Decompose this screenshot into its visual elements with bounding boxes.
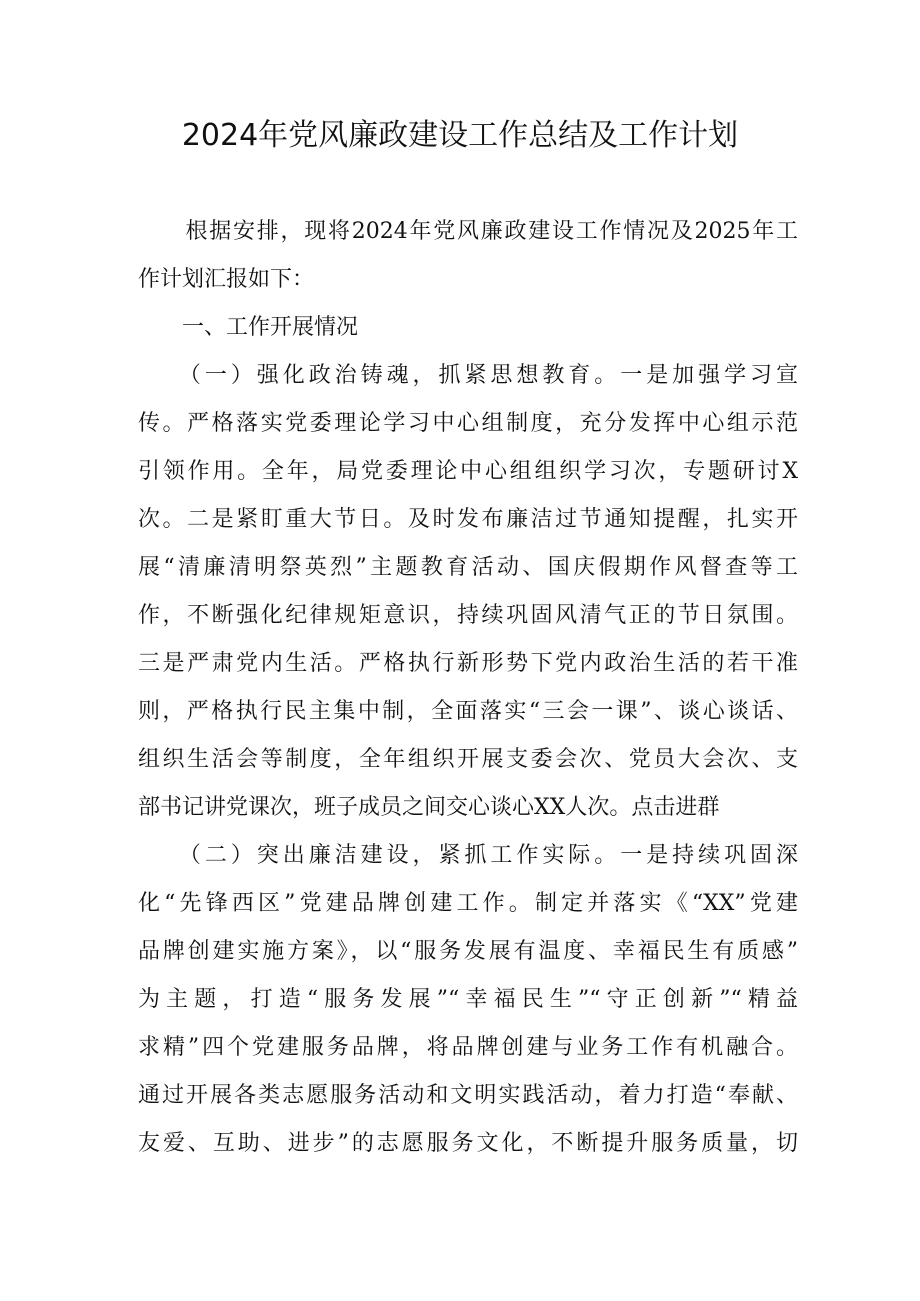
text-line: 作计划汇报如下： [138, 267, 315, 292]
text-line: 次。二是紧盯重大节日。及时发布廉洁过节通知提醒，扎实开 [138, 507, 798, 532]
text-line: 部书记讲党课次，班子成员之间交心谈心XX人次。点击进群 [138, 795, 720, 820]
text-line: 为主题，打造“服务发展”“幸福民生”“守正创新”“精益 [138, 987, 798, 1012]
paragraph-section-2 [138, 832, 798, 1168]
text-line: 通过开展各类志愿服务活动和文明实践活动，着力打造“奉献、 [138, 1083, 798, 1108]
document-title: 2024年党风廉政建设工作总结及工作计划 [181, 118, 739, 153]
text-line: 化“先锋西区”党建品牌创建工作。制定并落实《“XX”党建 [138, 891, 798, 916]
text-line: 作，不断强化纪律规矩意识，持续巩固风清气正的节日氛围。 [138, 603, 798, 628]
text-line: 三是严肃党内生活。严格执行新形势下党内政治生活的若干准 [138, 651, 798, 676]
text-line: 品牌创建实施方案》，以“服务发展有温度、幸福民生有质感” [138, 939, 798, 964]
text-line: （一）强化政治铸魂，抓紧思想教育。一是加强学习宣 [138, 363, 798, 388]
text-line: 展“清廉清明祭英烈”主题教育活动、国庆假期作风督查等工 [138, 555, 798, 580]
text-line: 组织生活会等制度，全年组织开展支委会次、党员大会次、支 [138, 747, 798, 772]
document-body [138, 208, 798, 1168]
paragraph-intro [138, 208, 798, 304]
text-line: 引领作用。全年，局党委理论中心组组织学习次，专题研讨X [138, 459, 798, 484]
text-line: 一、工作开展情况 [138, 315, 359, 340]
text-line: （二）突出廉洁建设，紧抓工作实际。一是持续巩固深 [138, 843, 798, 868]
text-line: 传。严格落实党委理论学习中心组制度，充分发挥中心组示范 [138, 411, 798, 436]
text-line: 根据安排，现将2024年党风廉政建设工作情况及2025年工 [138, 219, 798, 244]
paragraph-section-1 [138, 352, 798, 832]
section-heading [138, 304, 798, 352]
text-line: 求精”四个党建服务品牌，将品牌创建与业务工作有机融合。 [138, 1035, 798, 1060]
text-line: 友爱、互助、进步”的志愿服务文化，不断提升服务质量，切 [138, 1131, 798, 1156]
text-line: 则，严格执行民主集中制，全面落实“三会一课”、谈心谈话、 [138, 699, 798, 724]
